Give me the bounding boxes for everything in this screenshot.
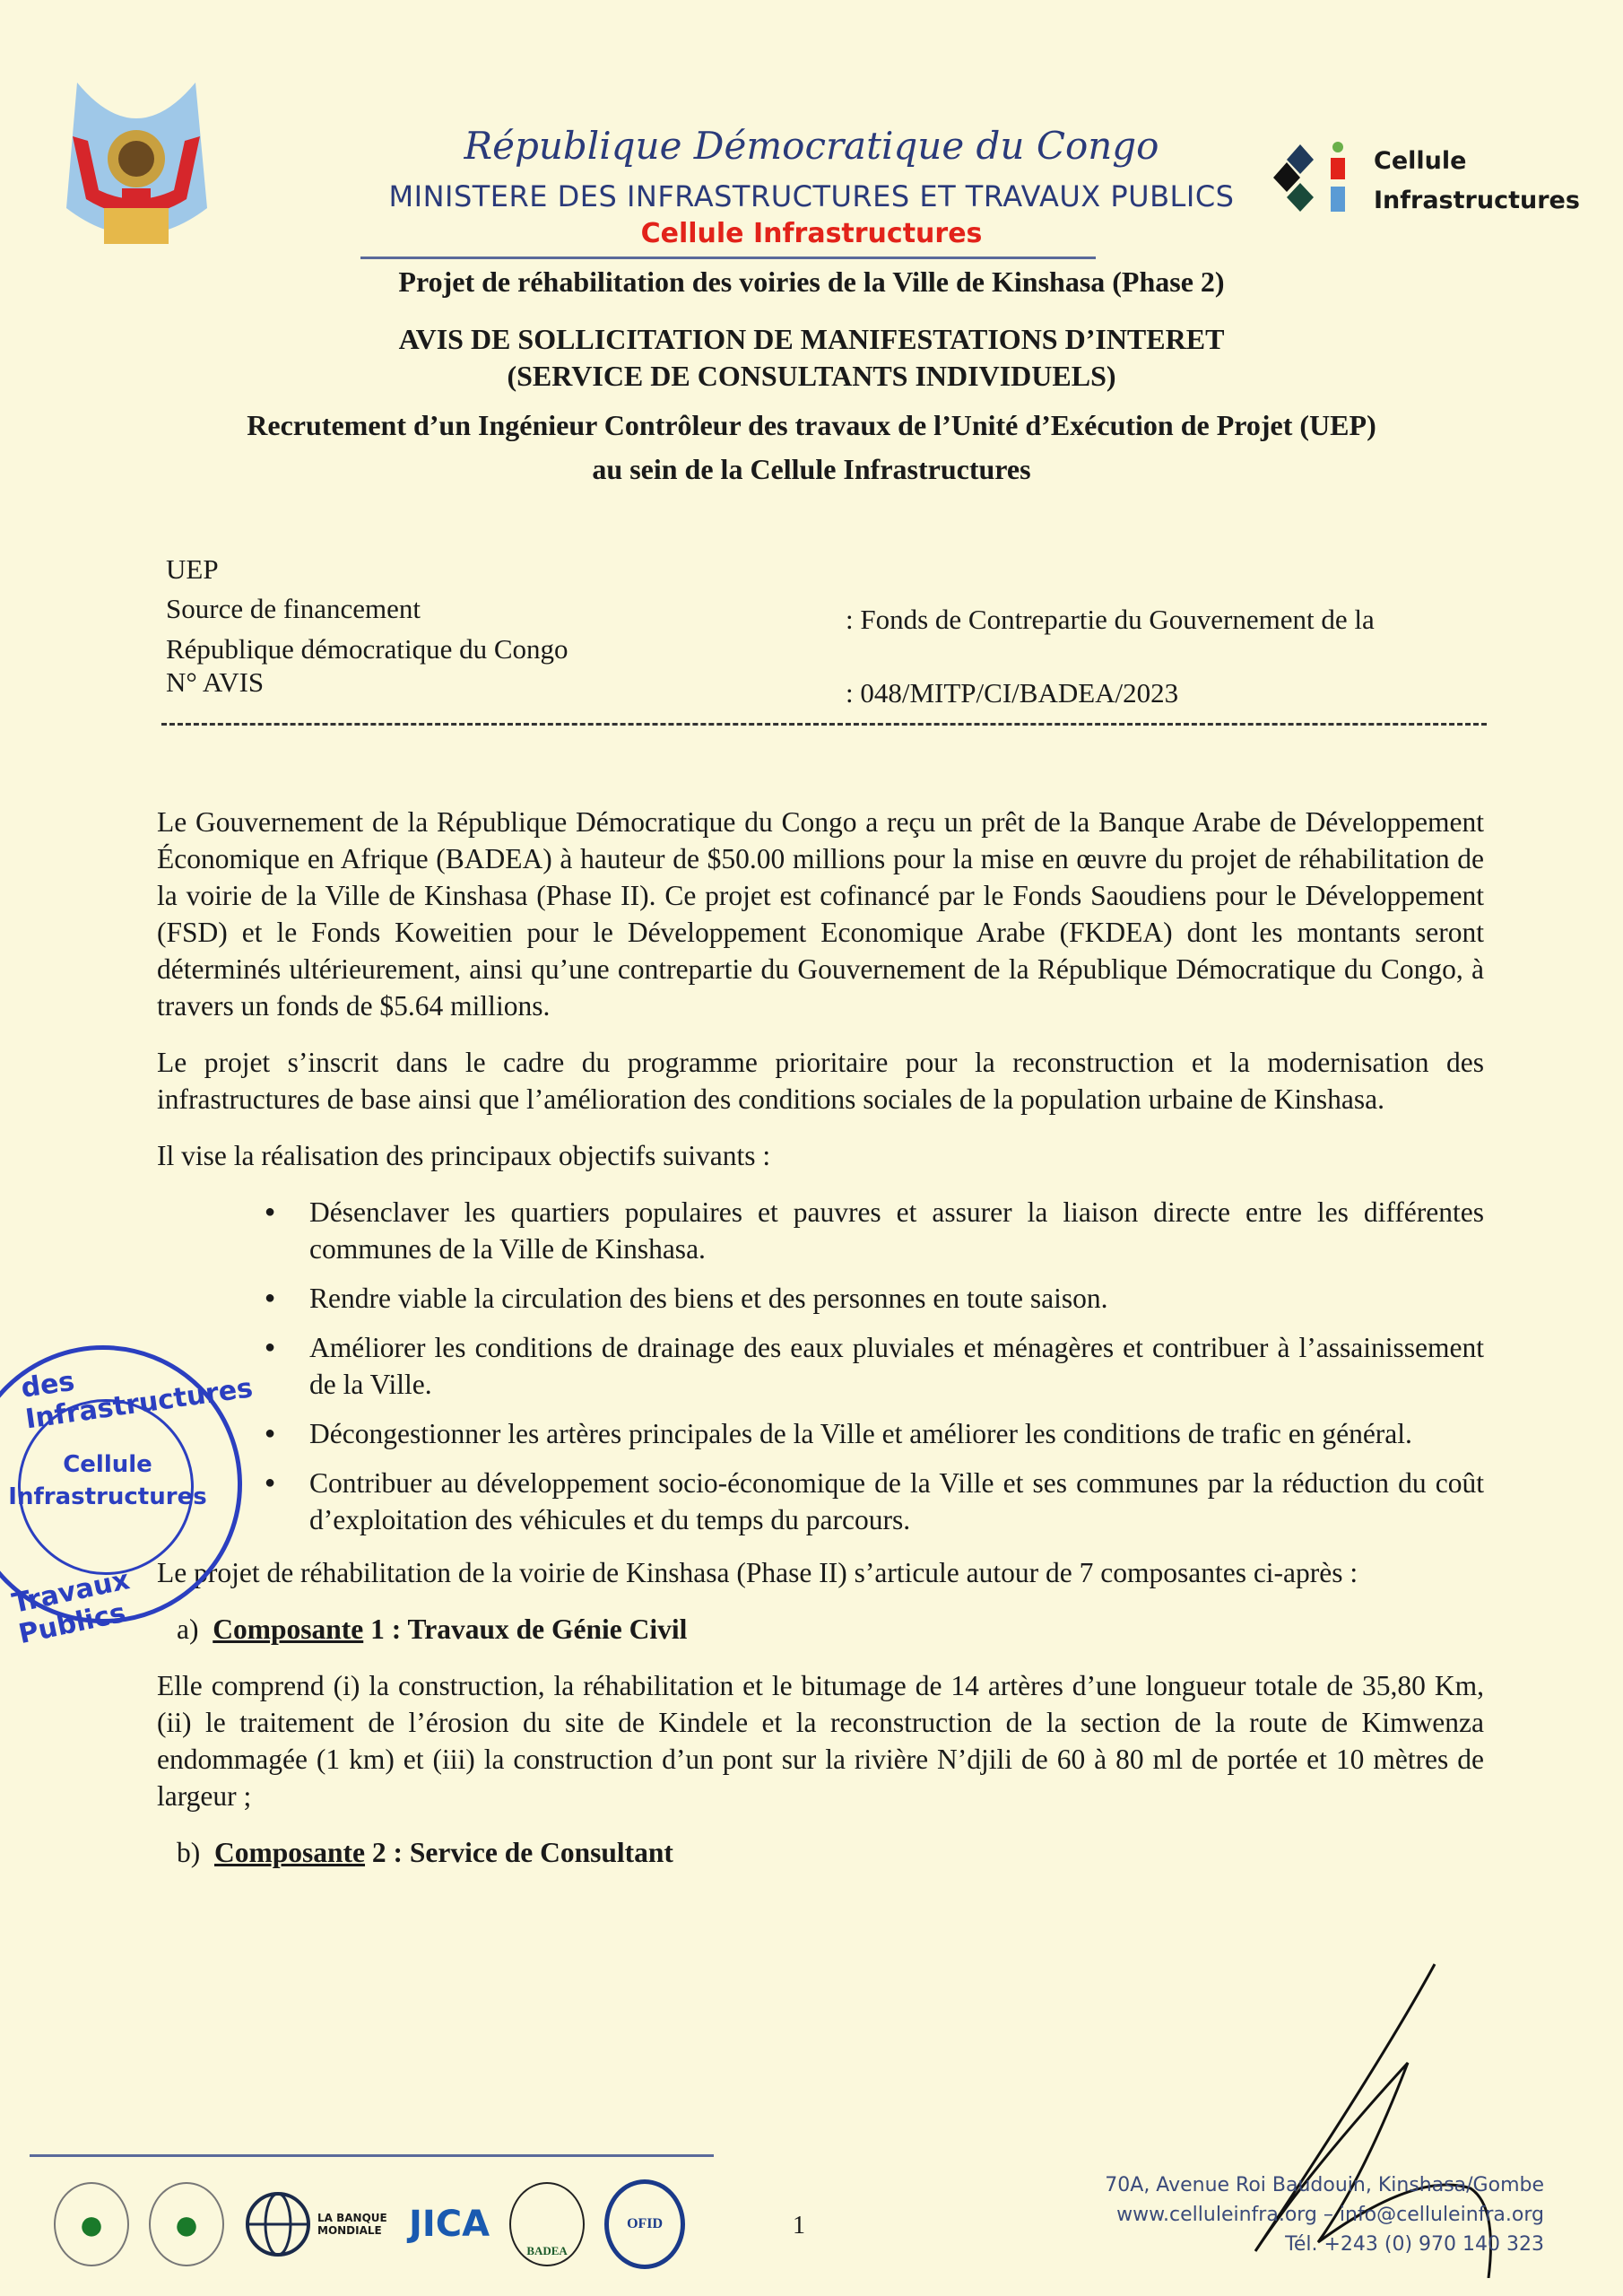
jica-logo: JICA bbox=[409, 2204, 490, 2245]
objectives-list bbox=[157, 1194, 1484, 1538]
unit-name: Cellule Infrastructures bbox=[640, 218, 983, 249]
stamp-bottom-text: Travaux Publics bbox=[9, 1564, 133, 1651]
notice-title: AVIS DE SOLLICITATION DE MANIFESTATIONS D’INTERET bbox=[398, 323, 1225, 355]
world-bank-label: LA BANQUE MONDIALE bbox=[317, 2212, 387, 2237]
logo-text-2: Infrastructures bbox=[1374, 187, 1580, 214]
meta-source-value: : Fonds de Contrepartie du Gouvernement de la bbox=[846, 604, 1375, 635]
objective-item: ● Désenclaver les quartiers populaires et pauvres et assurer la liaison directe entre les différentes communes de la Ville de Kinshasa. bbox=[309, 1194, 1484, 1267]
paragraph-components: Le projet de réhabilitation de la voirie de Kinshasa (Phase II) s’articule autour de 7 composantes ci-après : bbox=[157, 1557, 1358, 1588]
ofid-logo bbox=[604, 2179, 685, 2269]
header-divider bbox=[360, 257, 1096, 259]
objective-item: ● Rendre viable la circulation des biens et des personnes en toute saison. bbox=[309, 1280, 1484, 1317]
badea-logo bbox=[509, 2182, 585, 2266]
notice-subtitle: (SERVICE DE CONSULTANTS INDIVIDUELS) bbox=[507, 360, 1116, 392]
meta-source-continued: République démocratique du Congo bbox=[166, 633, 568, 665]
ministry-name: MINISTERE DES INFRASTRUCTURES ET TRAVAUX PUBLICS bbox=[388, 179, 1235, 213]
component-b-heading bbox=[157, 1834, 1484, 1871]
meta-uep: UEP bbox=[166, 553, 219, 585]
objective-item: ● Décongestionner les artères principales de la Ville et améliorer les conditions de trafic en général. bbox=[309, 1415, 1484, 1452]
recruitment-subtitle: au sein de la Cellule Infrastructures bbox=[592, 453, 1031, 485]
badea-label: BADEA bbox=[526, 2244, 568, 2257]
recruitment-title: Recrutement d’un Ingénieur Contrôleur des travaux de l’Unité d’Exécution de Projet (UEP) bbox=[247, 409, 1376, 441]
footer-divider bbox=[30, 2154, 714, 2157]
paragraph-component-a: Elle comprend (i) la construction, la réhabilitation et le bitumage de 14 artères d’une longueur totale de 35,80 Km, (ii) le traitement de l’érosion du site de Kindele et la reconstruction de la section de la route de Kimwenza endommagée (1 km) et (iii) la construction d’un pont sur la rivière N’djili de 60 à 80 ml de portée et 10 mètres de largeur ; bbox=[157, 1670, 1484, 1812]
paragraph-objectives-intro: Il vise la réalisation des principaux objectifs suivants : bbox=[157, 1140, 771, 1171]
stamp-center-1: Cellule bbox=[63, 1451, 152, 1478]
document-body bbox=[157, 804, 1484, 1891]
cellule-infrastructures-logo bbox=[1273, 140, 1580, 225]
objective-item: ● Contribuer au développement socio-économique de la Ville et ses communes par la réduction du coût d’exploitation des véhicules et du temps du parcours. bbox=[309, 1465, 1484, 1538]
ofid-label: OFID bbox=[627, 2216, 664, 2231]
paragraph-context: Le projet s’inscrit dans le cadre du programme prioritaire pour la reconstruction et la modernisation des infrastructures de base ainsi que l’amélioration des conditions sociales de la population urbaine de Kinshasa. bbox=[157, 1047, 1484, 1115]
logo-text-1: Cellule bbox=[1374, 147, 1467, 175]
component-a-title: 1 : Travaux de Génie Civil bbox=[363, 1613, 688, 1645]
component-b-prefix: b) bbox=[177, 1837, 201, 1868]
project-title: Projet de réhabilitation des voiries de la Ville de Kinshasa (Phase 2) bbox=[398, 265, 1225, 298]
paragraph-intro: Le Gouvernement de la République Démocratique du Congo a reçu un prêt de la Banque Arabe de Développement Économique en Afrique (BADEA) à hauteur de $50.00 millions pour la mise en œuvre du projet de réhabilitation de la voirie de la Ville de Kinshasa (Phase II). Ce projet est cofinancé par le Fonds Saoudiens pour le Développement (FSD) et le Fonds Koweitien pour le Développement Economique Arabe (FKDEA) dont les montants seront déterminés ultérieurement, ainsi qu’une contrepartie du Gouvernement de la République Démocratique du Congo, à travers un fonds de $5.64 millions. bbox=[157, 806, 1484, 1022]
component-a-prefix: a) bbox=[177, 1613, 199, 1645]
meta-avis-label: N° AVIS bbox=[166, 666, 265, 698]
partner-logos bbox=[54, 2179, 685, 2269]
component-a-word: Composante bbox=[213, 1613, 364, 1645]
footer-contact bbox=[1105, 2170, 1544, 2259]
stamp-center-2: Infrastructures bbox=[8, 1483, 207, 1510]
footer-phone: Tél. +243 (0) 970 140 323 bbox=[1285, 2233, 1544, 2256]
afdb-logo: ● bbox=[54, 2182, 129, 2266]
afdf-logo: ● bbox=[149, 2182, 224, 2266]
component-a-heading bbox=[157, 1611, 1484, 1648]
stamp-top-text: des Infrastructures bbox=[19, 1365, 256, 1436]
page-number: 1 bbox=[793, 2212, 805, 2239]
meta-avis-value: : 048/MITP/CI/BADEA/2023 bbox=[846, 677, 1179, 709]
objective-item: ● Améliorer les conditions de drainage des eaux pluviales et ménagères et contribuer à l’assainissement de la Ville. bbox=[309, 1329, 1484, 1403]
footer-address: 70A, Avenue Roi Baudouin, Kinshasa/Gombe bbox=[1105, 2174, 1544, 2196]
official-stamp bbox=[0, 1345, 256, 1651]
dashed-divider bbox=[161, 723, 1487, 726]
component-b-word: Composante bbox=[214, 1837, 366, 1868]
component-b-title: 2 : Service de Consultant bbox=[365, 1837, 673, 1868]
meta-source-label: Source de financement bbox=[166, 593, 421, 624]
world-bank-logo bbox=[244, 2186, 389, 2263]
country-name: République Démocratique du Congo bbox=[464, 124, 1159, 168]
footer-web-email: www.celluleinfra.org – info@celluleinfra.org bbox=[1116, 2204, 1544, 2226]
stamp-center bbox=[4, 1448, 211, 1513]
